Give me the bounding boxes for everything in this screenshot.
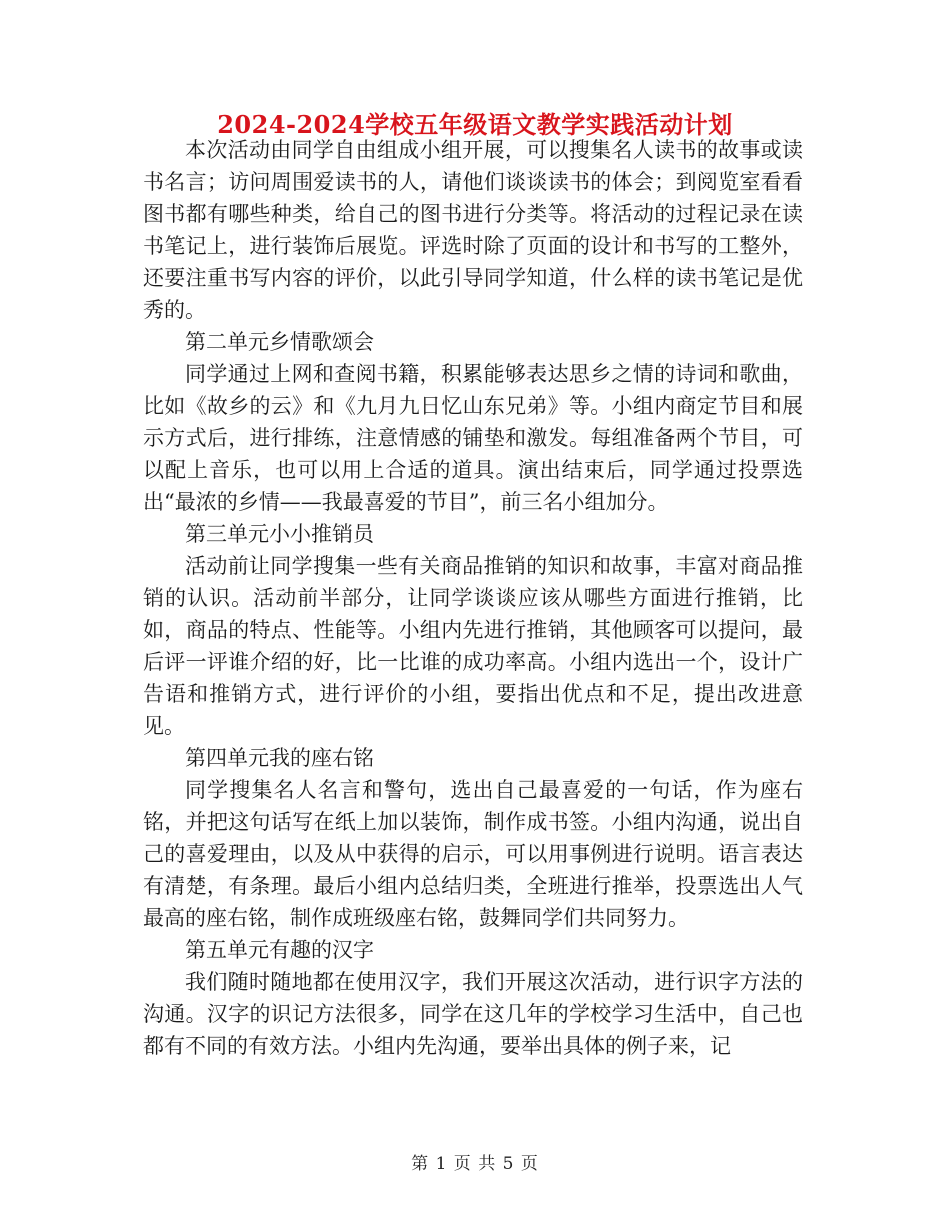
section-heading-unit-3: 第三单元小小推销员 bbox=[185, 522, 374, 546]
document-title: 2024-2024学校五年级语文教学实践活动计划 bbox=[217, 110, 733, 139]
intro-paragraph: 本次活动由同学自由组成小组开展，可以搜集名人读书的故事或读书名言；访问周围爱读书的人，请他们谈谈读书的体会；到阅览室看看图书都有哪些种类，给自己的图书进行分类等。将活动的过程记录在读书笔记上，进行装饰后展览。评选时除了页面的设计和书写的工整外，还要注重书写内容的评价，以此引导同学知道，什么样的读书笔记是优秀的。 bbox=[143, 138, 803, 322]
unit-3-paragraph: 活动前让同学搜集一些有关商品推销的知识和故事，丰富对商品推销的认识。活动前半部分，让同学谈谈应该从哪些方面进行推销，比如，商品的特点、性能等。小组内先进行推销，其他顾客可以提问，最后评一评谁介绍的好，比一比谁的成功率高。小组内选出一个，设计广告语和推销方式，进行评价的小组，要指出优点和不足，提出改进意见。 bbox=[143, 554, 803, 738]
unit-4-paragraph: 同学搜集名人名言和警句，选出自己最喜爱的一句话，作为座右铭，并把这句话写在纸上加以装饰，制作成书签。小组内沟通，说出自己的喜爱理由，以及从中获得的启示，可以用事例进行说明。语言表达有清楚，有条理。最后小组内总结归类，全班进行推举，投票选出人气最高的座右铭，制作成班级座右铭，鼓舞同学们共同努力。 bbox=[143, 778, 803, 930]
section-heading-unit-5: 第五单元有趣的汉字 bbox=[185, 938, 374, 962]
section-heading-unit-2: 第二单元乡情歌颂会 bbox=[185, 330, 374, 354]
unit-2-paragraph: 同学通过上网和查阅书籍，积累能够表达思乡之情的诗词和歌曲，比如《故乡的云》和《九月九日忆山东兄弟》等。小组内商定节目和展示方式后，进行排练，注意情感的铺垫和激发。每组准备两个节目，可以配上音乐，也可以用上合适的道具。演出结束后，同学通过投票选出“最浓的乡情——我最喜爱的节目”，前三名小组加分。 bbox=[143, 362, 803, 514]
section-heading-unit-4: 第四单元我的座右铭 bbox=[185, 746, 374, 770]
unit-5-paragraph: 我们随时随地都在使用汉字，我们开展这次活动，进行识字方法的沟通。汉字的识记方法很多，同学在这几年的学校学习生活中，自己也都有不同的有效方法。小组内先沟通，要举出具体的例子来，记 bbox=[143, 970, 803, 1058]
document-body bbox=[143, 134, 803, 1062]
page-number-footer: 第 1 页 共 5 页 bbox=[411, 1154, 539, 1174]
